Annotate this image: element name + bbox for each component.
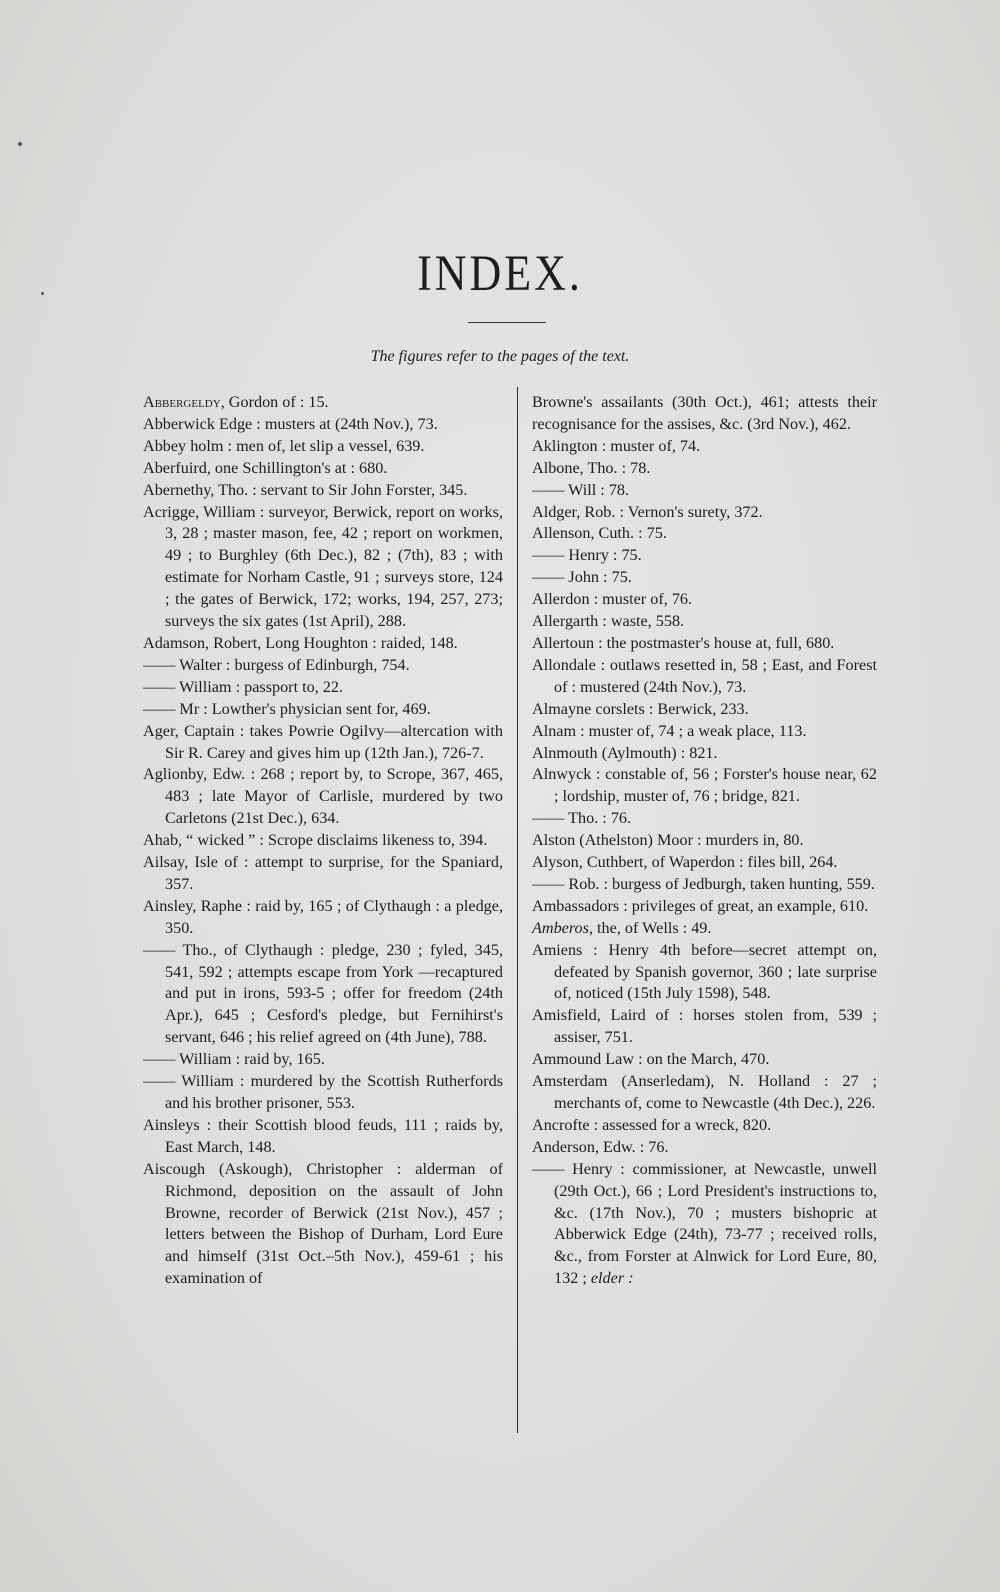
index-entry <box>532 655 877 699</box>
index-entry <box>532 852 877 874</box>
entry-text: Almayne corslets : Berwick, 233. <box>532 699 749 718</box>
entry-text: —— Rob. : burgess of Jedburgh, taken hunting, 559. <box>532 874 875 893</box>
index-column-right <box>532 392 877 1290</box>
index-entry <box>143 655 503 677</box>
entry-text: —— Tho. : 76. <box>532 809 632 828</box>
index-entry <box>143 940 503 1050</box>
entry-text: Ammound Law : on the March, 470. <box>532 1050 770 1069</box>
index-entry <box>532 633 877 655</box>
index-entry <box>532 1005 877 1049</box>
entry-text: Alston (Athelston) Moor : murders in, 80. <box>532 831 804 850</box>
entry-text: Allertoun : the postmaster's house at, full, 680. <box>532 633 835 652</box>
index-entry <box>143 830 503 852</box>
index-entry <box>532 1137 877 1159</box>
entry-text: —— John : 75. <box>532 568 632 587</box>
index-entry <box>143 436 503 458</box>
index-entry <box>532 874 877 896</box>
index-entry <box>143 458 503 480</box>
entry-italic-tail: elder : <box>590 1269 634 1288</box>
index-entry <box>532 589 877 611</box>
entry-text: Ainsleys : their Scottish blood feuds, 111 ; raids by, East March, 148. <box>143 1115 503 1156</box>
index-entry <box>532 918 877 940</box>
index-entry <box>143 502 503 633</box>
entry-text: , the, of Wells : 49. <box>588 918 712 937</box>
index-entry <box>532 502 877 524</box>
index-entry <box>143 1071 503 1115</box>
entry-text: —— William : murdered by the Scottish Rutherfords and his brother prisoner, 553. <box>143 1072 503 1112</box>
entry-text: Amiens : Henry 4th before—secret attempt on, defeated by Spanish governor, 360 ; late surprise of, noticed (15th July 1598), 548. <box>532 940 877 1003</box>
entry-text: —— Mr : Lowther's physician sent for, 469. <box>143 699 431 718</box>
entry-text: , Gordon of : 15. <box>220 393 329 411</box>
index-entry <box>532 940 877 1006</box>
entry-text: Browne's assailants (30th Oct.), 461; attests their recognisance for the assises, &c. (3rd Nov.), 462. <box>532 393 877 433</box>
index-entry <box>532 764 877 808</box>
entry-text: —— William : passport to, 22. <box>143 677 344 696</box>
entry-text: Alnmouth (Aylmouth) : 821. <box>532 743 718 762</box>
index-entry <box>143 633 503 655</box>
index-entry <box>532 830 877 852</box>
index-entry <box>532 699 877 721</box>
index-entry <box>532 567 877 589</box>
entry-text: Allondale : outlaws resetted in, 58 ; East, and Forest of : mustered (24th Nov.), 73. <box>532 655 877 696</box>
index-entry <box>143 1049 503 1071</box>
entry-text: Ambassadors : privileges of great, an example, 610. <box>532 896 869 915</box>
speck <box>18 142 22 146</box>
index-entry <box>143 852 503 896</box>
entry-text: Abernethy, Tho. : servant to Sir John Forster, 345. <box>143 480 468 499</box>
index-entry <box>532 743 877 765</box>
entry-text: Aberfuird, one Schillington's at : 680. <box>143 458 388 477</box>
entry-text: Aklington : muster of, 74. <box>532 436 701 455</box>
entry-text: Albone, Tho. : 78. <box>532 458 651 477</box>
entry-text: Ainsley, Raphe : raid by, 165 ; of Clythaugh : a pledge, 350. <box>143 896 503 937</box>
index-entry <box>532 1159 877 1290</box>
entry-text: Aiscough (Askough), Christopher : alderman of Richmond, deposition on the assault of John Browne, recorder of Berwick (21st Nov.), 457 ; letters between the Bishop of Durham, Lord Eure and himself (31st Oct.–5th Nov.), 459-61 ; his examination of <box>143 1159 503 1288</box>
entry-text: Allerdon : muster of, 76. <box>532 590 693 609</box>
index-entry <box>532 1049 877 1071</box>
page-subtitle: The figures refer to the pages of the text. <box>370 348 630 365</box>
index-entry <box>532 523 877 545</box>
entry-text: Aldger, Rob. : Vernon's surety, 372. <box>532 502 763 521</box>
entry-text: Alnwyck : constable of, 56 ; Forster's house near, 62 ; lordship, muster of, 76 ; bridge, 821. <box>532 765 877 806</box>
entry-heading: Amberos <box>532 918 589 937</box>
entry-heading: Abbergeldy <box>143 393 221 411</box>
index-entry <box>532 721 877 743</box>
title-rule <box>468 322 546 323</box>
index-entry <box>143 677 503 699</box>
page-title: INDEX. <box>417 245 583 302</box>
index-entry <box>532 545 877 567</box>
entry-text: —— William : raid by, 165. <box>143 1050 325 1069</box>
entry-text: Amsterdam (Anserledam), N. Holland : 27 ; merchants of, come to Newcastle (4th Dec.), 226. <box>532 1072 877 1112</box>
index-entry <box>532 436 877 458</box>
index-entry <box>143 764 503 830</box>
entry-text: Abbey holm : men of, let slip a vessel, 639. <box>143 436 425 455</box>
index-entry <box>532 1071 877 1115</box>
index-entry <box>143 1115 503 1159</box>
index-entry <box>532 896 877 918</box>
entry-text: Acrigge, William : surveyor, Berwick, report on works, 3, 28 ; master mason, fee, 42 ; report on workmen, 49 ; to Burghley (6th Dec.), 82 ; (7th), 83 ; with estimate for Norham Castle, 91 ; surveys store, 124 ; the gates of Berwick, 172; works, 194, 257, 273; surveys the six gates (1st April), 288. <box>143 502 503 631</box>
entry-text: Alnam : muster of, 74 ; a weak place, 113. <box>532 721 807 740</box>
entry-text: Ahab, “ wicked ” : Scrope disclaims likeness to, 394. <box>143 831 488 850</box>
entry-text: —— Henry : commissioner, at Newcastle, unwell (29th Oct.), 66 ; Lord President's instructions to, &c. (17th Nov.), 70 ; musters bishopric at Abberwick Edge (24th), 73-77 ; received rolls, &c., from Forster at Alnwick for Lord Eure, 80, 132 ; <box>532 1159 877 1288</box>
entry-text: Allergarth : waste, 558. <box>532 612 685 631</box>
entry-text: Amisfield, Laird of : horses stolen from, 539 ; assiser, 751. <box>532 1006 877 1047</box>
index-entry <box>532 808 877 830</box>
entry-text: Anderson, Edw. : 76. <box>532 1137 669 1156</box>
entry-text: —— Henry : 75. <box>532 546 642 565</box>
entry-text: Ager, Captain : takes Powrie Ogilvy—altercation with Sir R. Carey and gives him up (12th Jan.), 726-7. <box>143 721 503 762</box>
index-column-left <box>143 392 503 1290</box>
entry-text: —— Walter : burgess of Edinburgh, 754. <box>143 655 410 674</box>
index-entry <box>532 458 877 480</box>
entry-text: Ailsay, Isle of : attempt to surprise, for the Spaniard, 357. <box>143 853 503 893</box>
index-entry <box>143 392 503 414</box>
index-entry <box>532 480 877 502</box>
column-divider <box>517 387 518 1433</box>
entry-text: Allenson, Cuth. : 75. <box>532 524 667 543</box>
index-entry <box>532 1115 877 1137</box>
index-entry <box>143 1159 503 1290</box>
entry-text: Abberwick Edge : musters at (24th Nov.), 73. <box>143 414 438 433</box>
entry-text: —— Will : 78. <box>532 480 630 499</box>
index-entry <box>532 392 877 436</box>
index-entry <box>143 699 503 721</box>
entry-text: —— Tho., of Clythaugh : pledge, 230 ; fyled, 345, 541, 592 ; attempts escape from York —recaptured and put in irons, 593-5 ; offer for freedom (24th Apr.), 645 ; Cesford's pledge, but Fernihirst's servant, 646 ; his relief agreed on (4th June), 788. <box>143 940 503 1047</box>
entry-text: Ancrofte : assessed for a wreck, 820. <box>532 1115 772 1134</box>
index-entry <box>143 896 503 940</box>
index-entry <box>143 721 503 765</box>
entry-text: Adamson, Robert, Long Houghton : raided, 148. <box>143 633 458 652</box>
index-entry <box>143 414 503 436</box>
entry-text: Aglionby, Edw. : 268 ; report by, to Scrope, 367, 465, 483 ; late Mayor of Carlisle, murdered by two Carletons (21st Dec.), 634. <box>143 765 503 828</box>
entry-text: Alyson, Cuthbert, of Waperdon : files bill, 264. <box>532 853 838 872</box>
index-entry <box>532 611 877 633</box>
index-entry <box>143 480 503 502</box>
